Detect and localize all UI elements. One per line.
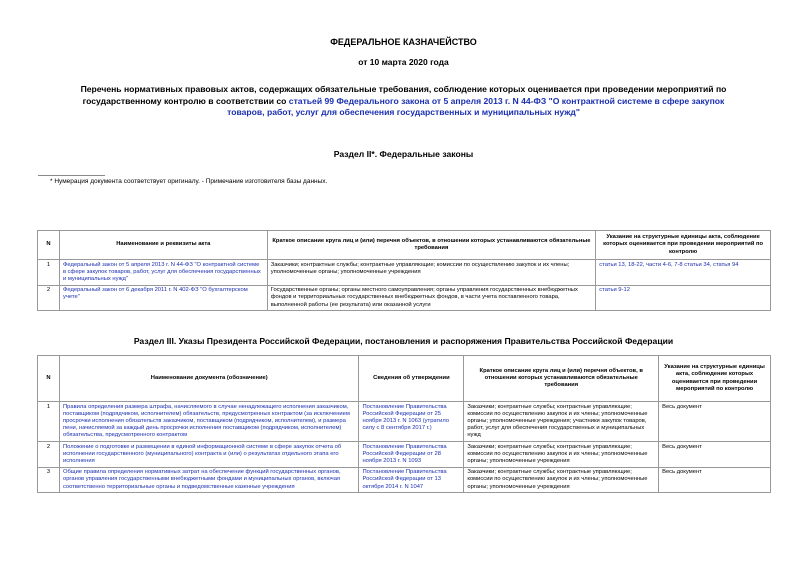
col-units: Указание на структурные единицы акта, соблюдение которых оценивается при проведении мероприятий по контролю bbox=[659, 356, 771, 402]
doc-link[interactable]: Положение о подготовке и размещении в единой информационной системе в сфере закупок отчета об исполнении государственного (муниципального) контракта и (или) о результатах отдельного этапа его исполнения bbox=[59, 442, 359, 468]
col-scope: Краткое описание круга лиц и (или) перечня объектов, в отношении которых устанавливаются обязательные требования bbox=[464, 356, 659, 402]
units-link[interactable]: статьи 9-12 bbox=[596, 285, 771, 311]
document-date: от 10 марта 2020 года bbox=[358, 57, 449, 67]
col-scope: Краткое описание круга лиц и (или) перечня объектов, в отношении которых устанавливаются обязательные требования bbox=[267, 231, 596, 260]
government-acts-table bbox=[37, 355, 771, 493]
scope-text: Заказчики; контрактные службы; контрактные управляющие; комиссии по осуществлению закупок и их члены; уполномоченные органы; уполномоченные учреждения; участники закупок товаров, работ, услуг для обеспечения государственных и муниципальных нужд bbox=[464, 402, 659, 442]
section-2-title: Раздел II*. Федеральные законы bbox=[333, 149, 474, 159]
table-header-row bbox=[38, 356, 771, 402]
col-number: N bbox=[38, 231, 60, 260]
law-article-link[interactable]: статьей 99 Федерального закона от 5 апреля 2013 г. N 44-ФЗ "О контрактной системе в сфере закупок товаров, работ, услуг для обеспечения государственных и муниципальных нужд" bbox=[227, 95, 725, 117]
document-title bbox=[70, 84, 737, 119]
approval-link[interactable]: Постановление Правительства Российской Федерации от 28 ноября 2013 г. N 1093 bbox=[359, 442, 464, 468]
footnote: * Нумерация документа соответствует оригиналу. - Примечание изготовителя базы данных. bbox=[50, 178, 328, 185]
approval-link[interactable]: Постановление Правительства Российской Федерации от 13 октября 2014 г. N 1047 bbox=[359, 467, 464, 493]
table-row bbox=[38, 467, 771, 493]
table-row bbox=[38, 442, 771, 468]
units-link[interactable]: статьи 13, 18-22, части 4-6, 7-8 статьи 34, статья 94 bbox=[596, 260, 771, 286]
units-text: Весь документ bbox=[659, 442, 771, 468]
organization-name: ФЕДЕРАЛЬНОЕ КАЗНАЧЕЙСТВО bbox=[330, 37, 477, 47]
row-number: 2 bbox=[38, 442, 60, 468]
scope-text: Заказчики; контрактные службы; контрактные управляющие; комиссии по осуществлению закупок и их члены; уполномоченные органы; уполномоченные учреждения bbox=[464, 467, 659, 493]
col-number: N bbox=[38, 356, 60, 402]
col-approval: Сведения об утверждении bbox=[359, 356, 464, 402]
col-act-name: Наименование и реквизиты акта bbox=[59, 231, 267, 260]
col-units: Указание на структурные единицы акта, соблюдение которых оценивается при проведении мероприятий по контролю bbox=[596, 231, 771, 260]
row-number: 1 bbox=[38, 402, 60, 442]
table-row bbox=[38, 402, 771, 442]
scope-text: Заказчики; контрактные службы; контрактные управляющие; комиссии по осуществлению закупок и их члены; уполномоченные органы; уполномоченные учреждения bbox=[267, 260, 596, 286]
table-row bbox=[38, 285, 771, 311]
units-text: Весь документ bbox=[659, 402, 771, 442]
scope-text: Заказчики; контрактные службы; контрактные управляющие; комиссии по осуществлению закупок и их члены; уполномоченные органы; уполномоченные учреждения bbox=[464, 442, 659, 468]
section-3-title: Раздел III. Указы Президента Российской Федерации, постановления и распоряжения Правительства Российской Федерации bbox=[133, 336, 674, 346]
table-header-row bbox=[38, 231, 771, 260]
row-number: 1 bbox=[38, 260, 60, 286]
federal-laws-table bbox=[37, 230, 771, 311]
row-number: 3 bbox=[38, 467, 60, 493]
doc-link[interactable]: Правила определения размера штрафа, начисляемого в случае ненадлежащего исполнения заказчиком, поставщиком (подрядчиком, исполнителем) обязательств, предусмотренных контрактом (за исключением просрочки исполнения обязательств заказчиком, поставщиком (подрядчиком, исполнителем), и размера пени, начисляемой за каждый день просрочки исполнения поставщиком (подрядчиком, исполнителем) обязательства, предусмотренного контрактом bbox=[59, 402, 359, 442]
col-doc-name: Наименование документа (обозначение) bbox=[59, 356, 359, 402]
title-text: Перечень нормативных правовых актов, содержащих обязательные требования, соблюдение которых оценивается при проведении мероприятий по государственному контролю в соответствии со bbox=[80, 84, 727, 106]
footnote-divider bbox=[38, 175, 105, 176]
units-text: Весь документ bbox=[659, 467, 771, 493]
approval-link[interactable]: Постановление Правительства Российской Федерации от 25 ноября 2013 г. N 1063 (утратило силу с 8 сентября 2017 г.) bbox=[359, 402, 464, 442]
table-row bbox=[38, 260, 771, 286]
row-number: 2 bbox=[38, 285, 60, 311]
act-link[interactable]: Федеральный закон от 5 апреля 2013 г. N 44-ФЗ "О контрактной системе в сфере закупок товаров, работ, услуг для обеспечения государственных и муниципальных нужд" bbox=[59, 260, 267, 286]
doc-link[interactable]: Общие правила определения нормативных затрат на обеспечение функций государственных органов, органов управления государственными внебюджетными фондами и муниципальных органов, включая соответственно территориальные органы и подведомственные казенные учреждения bbox=[59, 467, 359, 493]
act-link[interactable]: Федеральный закон от 6 декабря 2011 г. N 402-ФЗ "О бухгалтерском учете" bbox=[59, 285, 267, 311]
scope-text: Государственные органы; органы местного самоуправления; органы управления государственных внебюджетных фондов и территориальных государственных внебюджетных фондов, в части учета поставленного товара, выполненной работы (ее результата) или оказанной услуги bbox=[267, 285, 596, 311]
